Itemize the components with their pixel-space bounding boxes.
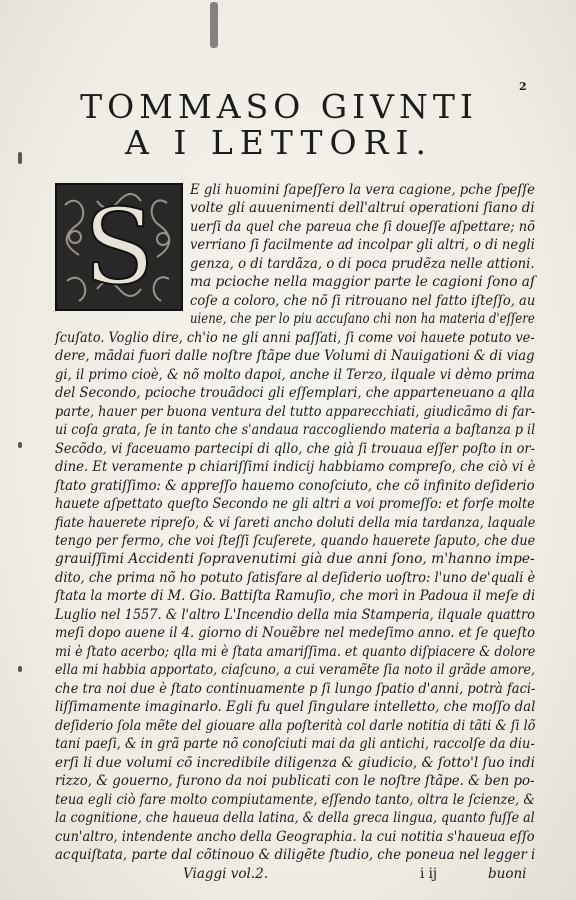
text-line: hauete aſpettato queſto Secondo ne gli altri a voi promeſſo: et forſe molte <box>55 496 535 513</box>
text-line: mi è ſtato acerbo; qlla mi è ſtata amariſſima. et quanto diſpiacere & dolore <box>55 643 536 660</box>
page-subtitle: A I LETTORI. <box>125 123 433 162</box>
text-line: teua egli ciò fare molto compiutamente, eſſendo tanto, oltra le ſcienze, & <box>55 791 535 808</box>
text-line: gi, il primo cioè, & nõ molto dapoi, anche il Terzo, ilquale vi dèmo prima <box>55 366 535 383</box>
text-line: tengo per fermo, che voi ſteſſi ſcuſerete, quando hauerete ſaputo, che due <box>55 532 536 549</box>
text-line: erſi li due volumi cõ incredibile diligenza & giudicio, & ſotto'l ſuo indi <box>55 754 535 771</box>
text-line: ſcuſato. Voglio dire, ch'io ne gli anni paſſati, ſi come voi hauete potuto ve- <box>55 329 535 346</box>
text-line: E gli huomini ſapeſſero la vera cagione, pche ſpeſſe <box>190 182 536 198</box>
text-line: meſi dopo auene il 4. giorno di Nouẽbre nel medeſimo anno. et ſe queſto <box>55 625 535 642</box>
text-line: ui coſa grata, ſe in tanto che s'andaua raccogliendo materia a baſtanza p il <box>55 422 536 439</box>
text-line: deſiderio ſola mẽte del giouare alla poſterità col darle notitia di tãti & ſi lõ <box>55 717 536 734</box>
text-line: uerſi da quel che pareua che ſi doueſſe aſpettare; nõ <box>190 218 535 235</box>
text-line: ma pcioche nella maggior parte le cagioni ſono aſ <box>190 274 536 291</box>
text-line: ella mi habbia apportato, ciaſcuno, a cui veramẽte ſia noto il grãde amore, <box>55 662 536 679</box>
footer-signature: i ij <box>420 866 438 882</box>
page-number: 2 <box>519 80 527 93</box>
text-line: rizzo, & gouerno, furono da noi publicati con le noſtre ſtãpe. & ben po- <box>55 773 535 790</box>
text-line: genza, o di tardãza, o di poca prudẽza nelle attioni. <box>190 255 535 272</box>
text-line: verriano ſi facilmente ad incolpar gli altri, o di negli <box>190 237 535 254</box>
text-line: Secõdo, vi faceuamo partecipi di qllo, che già ſi trouaua eſſer poſto in or- <box>55 440 535 457</box>
text-line: liſſimamente imaginarlo. Egli fu quel ſingulare intelletto, che moſſo dal <box>55 699 536 716</box>
page-title: TOMMASO GIVNTI <box>80 87 478 126</box>
text-line: dito, che prima nõ ho potuto ſatisfare al deſiderio uoſtro: l'uno de'quali è <box>55 569 536 586</box>
footer-catchword: buoni <box>488 866 527 882</box>
footer-running-title: Viaggi vol.2. <box>183 866 269 882</box>
text-line: cun'altro, intendente ancho della Geographia. la cui notitia s'haueua eſſo <box>55 828 535 845</box>
text-line: volte gli auuenimenti dell'altrui operationi ſiano di <box>190 200 535 217</box>
initial-letter: S <box>83 186 155 308</box>
text-line: del Secondo, pcioche trouãdoci gli eſſemplari, che apparteneuano a qlla <box>55 385 535 402</box>
text-line: dine. Et veramente p chiariſſimi indicij habbiamo compreſo, che ciò vi è <box>55 459 536 476</box>
text-line: coſe a coloro, che nõ ſi ritrouano nel fatto iſteſſo, au <box>190 292 536 309</box>
text-line: Luglio nel 1557. & l'altro L'Incendio della mia Stamperia, ilquale quattro <box>55 606 535 623</box>
text-line: fiate hauerete ripreſo, & vi ſareti ancho doluti della mia tardanza, laquale <box>55 514 536 531</box>
text-line: parte, hauer per buona ventura del tutto apparecchiati, giudicãmo di far- <box>55 403 536 420</box>
text-line: ſtata la morte di M. Gio. Battiſta Ramuſio, che morì in Padoua il meſe di <box>55 588 536 605</box>
text-line: ſtato gratiſſimo: & appreſſo hauemo conoſciuto, che cõ infinito deſiderio <box>55 477 535 494</box>
text-line: la cognitione, che haueua della latina, & della greca lingua, quanto fuſſe al <box>55 810 535 827</box>
text-line: che tra noi due è ſtato continuamente p ſi lungo ſpatio d'anni, potrà faci- <box>55 680 536 697</box>
text-line: uiene, che per lo piu accuſano chi non ha materia d'eſſere <box>190 311 535 328</box>
text-line-last: acquiſtata, parte dal cõtinouo & diligẽte ſtudio, che poneua nel legger i <box>55 847 536 863</box>
text-line: tani paeſi, & in grã parte nõ conoſciuti mai da gli antichi, raccolſe da diu- <box>55 736 535 753</box>
text-line: dere, mãdai fuori dalle noſtre ſtãpe due Volumi di Nauigationi & di viag <box>55 348 535 365</box>
text-line: grauiſſimi Accidenti ſopravenutimi già due anni ſono, m'hanno impe- <box>55 551 535 568</box>
